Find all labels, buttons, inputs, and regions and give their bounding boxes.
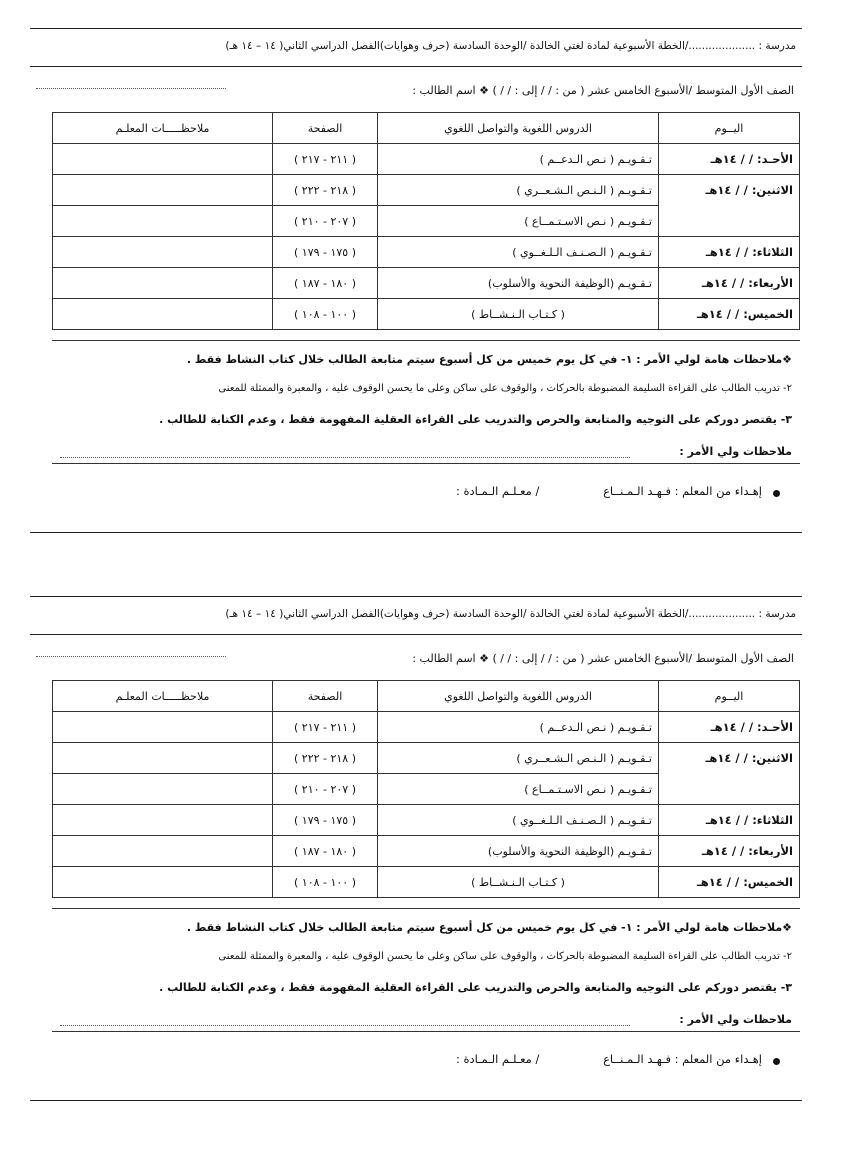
note-3: ٣- يقتصر دوركم على التوجيه والمتابعة والحرص والتدريب على القراءة العقلية المفهومة فقط ، وعدم الكتابة للطالب . bbox=[159, 981, 792, 994]
sheet-bottom-rule bbox=[30, 532, 802, 533]
lesson-cell: تـقـويـم ( الـصـنـف الـلـغــوي ) bbox=[378, 237, 659, 268]
page-cell: ( ١٠٠ - ١٠٨ ) bbox=[273, 299, 378, 330]
page-cell: ( ١٨٠ - ١٨٧ ) bbox=[273, 268, 378, 299]
table-row bbox=[53, 712, 800, 743]
page-cell: ( ٢١٨ - ٢٢٢ ) bbox=[273, 743, 378, 774]
teacher-note-cell[interactable] bbox=[53, 268, 273, 299]
day-cell: الأربعاء: / / ١٤هـ bbox=[659, 268, 800, 299]
lesson-cell: تـقـويـم (الوظيفة النحوية والأسلوب) bbox=[378, 268, 659, 299]
teacher-note-cell[interactable] bbox=[53, 144, 273, 175]
parent-notes-box bbox=[52, 908, 800, 1032]
teacher-note-cell[interactable] bbox=[53, 743, 273, 774]
subject-teacher: / معـلـم الـمـادة : bbox=[456, 484, 540, 498]
plan-sheet-1 bbox=[30, 28, 802, 538]
sheet-top-rule bbox=[30, 28, 802, 29]
note-1: ❖ملاحظات هامة لولي الأمر : ١- في كل يوم خميس من كل أسبوع سيتم متابعة الطالب خلال كتاب النشاط فقط . bbox=[186, 353, 792, 366]
bullet-icon bbox=[773, 1058, 780, 1065]
table-row bbox=[53, 743, 800, 774]
teacher-note-cell[interactable] bbox=[53, 712, 273, 743]
table-row bbox=[53, 805, 800, 836]
page-cell: ( ١٠٠ - ١٠٨ ) bbox=[273, 867, 378, 898]
teacher-note-cell[interactable] bbox=[53, 237, 273, 268]
lesson-cell: تـقـويـم ( نـص الـدعــم ) bbox=[378, 144, 659, 175]
table-row bbox=[53, 175, 800, 206]
parent-notes-box bbox=[52, 340, 800, 464]
page-cell: ( ٢١١ - ٢١٧ ) bbox=[273, 712, 378, 743]
teacher-note-cell[interactable] bbox=[53, 836, 273, 867]
page-cell: ( ١٧٥ - ١٧٩ ) bbox=[273, 237, 378, 268]
day-cell: الثلاثاء: / / ١٤هـ bbox=[659, 237, 800, 268]
day-cell: الأربعاء: / / ١٤هـ bbox=[659, 836, 800, 867]
sheet-header: مدرسة : ..................../الخطة الأسبوعية لمادة لغتي الخالدة /الوحدة السادسة (حرف وهوايات)الفصل الدراسي الثاني( ١٤ – ١٤ هـ) bbox=[225, 40, 796, 52]
class-week-line: الصف الأول المتوسط /الأسبوع الخامس عشر ( من : / / إلى : / / ) ❖ اسم الطالب : bbox=[412, 652, 794, 665]
day-cell: الخميس: / / ١٤هـ bbox=[659, 867, 800, 898]
col-page: الصفحة bbox=[273, 113, 378, 144]
col-teacher-notes: ملاحظـــــات المعلـم bbox=[53, 681, 273, 712]
class-week-line: الصف الأول المتوسط /الأسبوع الخامس عشر ( من : / / إلى : / / ) ❖ اسم الطالب : bbox=[412, 84, 794, 97]
lessons-table bbox=[52, 112, 800, 330]
parent-notes-field[interactable] bbox=[60, 457, 630, 458]
table-row bbox=[53, 836, 800, 867]
note-2: ٢- تدريب الطالب على القراءة السليمة المضبوطة بالحركات ، والوقوف على ساكن وعلى ما يحسن الوقوف عليه ، والمعبرة والممثلة للمعنى bbox=[218, 951, 792, 962]
sheet-bottom-rule bbox=[30, 1100, 802, 1101]
page-cell: ( ٢٠٧ - ٢١٠ ) bbox=[273, 774, 378, 805]
student-name-field[interactable] bbox=[36, 656, 226, 657]
table-row bbox=[53, 144, 800, 175]
col-lessons: الدروس اللغوية والتواصل اللغوي bbox=[378, 681, 659, 712]
header-rule bbox=[30, 634, 802, 635]
sheet-top-rule bbox=[30, 596, 802, 597]
page-cell: ( ٢١٨ - ٢٢٢ ) bbox=[273, 175, 378, 206]
lesson-cell: تـقـويـم ( نـص الـدعــم ) bbox=[378, 712, 659, 743]
parent-notes-label: ملاحظات ولي الأمر : bbox=[679, 1013, 792, 1026]
teacher-note-cell[interactable] bbox=[53, 867, 273, 898]
lesson-cell: تـقـويـم ( الـنـص الـشـعــري ) bbox=[378, 743, 659, 774]
day-cell: الاثنين: / / ١٤هـ bbox=[659, 175, 800, 237]
student-name-field[interactable] bbox=[36, 88, 226, 89]
lesson-cell: ( كـتـاب الـنـشــاط ) bbox=[378, 867, 659, 898]
parent-notes-field[interactable] bbox=[60, 1025, 630, 1026]
col-page: الصفحة bbox=[273, 681, 378, 712]
teacher-note-cell[interactable] bbox=[53, 299, 273, 330]
teacher-note-cell[interactable] bbox=[53, 774, 273, 805]
col-lessons: الدروس اللغوية والتواصل اللغوي bbox=[378, 113, 659, 144]
col-day: اليــوم bbox=[659, 681, 800, 712]
lesson-cell: تـقـويـم ( الـصـنـف الـلـغــوي ) bbox=[378, 805, 659, 836]
table-row bbox=[53, 867, 800, 898]
lesson-cell: تـقـويـم (الوظيفة النحوية والأسلوب) bbox=[378, 836, 659, 867]
col-teacher-notes: ملاحظـــــات المعلـم bbox=[53, 113, 273, 144]
col-day: اليــوم bbox=[659, 113, 800, 144]
sheet-header: مدرسة : ..................../الخطة الأسبوعية لمادة لغتي الخالدة /الوحدة السادسة (حرف وهوايات)الفصل الدراسي الثاني( ١٤ – ١٤ هـ) bbox=[225, 608, 796, 620]
page-cell: ( ٢٠٧ - ٢١٠ ) bbox=[273, 206, 378, 237]
teacher-note-cell[interactable] bbox=[53, 175, 273, 206]
day-cell: الخميس: / / ١٤هـ bbox=[659, 299, 800, 330]
header-rule bbox=[30, 66, 802, 67]
note-3: ٣- يقتصر دوركم على التوجيه والمتابعة والحرص والتدريب على القراءة العقلية المفهومة فقط ، وعدم الكتابة للطالب . bbox=[159, 413, 792, 426]
parent-notes-label: ملاحظات ولي الأمر : bbox=[679, 445, 792, 458]
dedication: إهـداء من المعلم : فـهـد الـمـنــاع bbox=[603, 484, 762, 498]
day-cell: الأحـد: / / ١٤هـ bbox=[659, 144, 800, 175]
note-2: ٢- تدريب الطالب على القراءة السليمة المضبوطة بالحركات ، والوقوف على ساكن وعلى ما يحسن الوقوف عليه ، والمعبرة والممثلة للمعنى bbox=[218, 383, 792, 394]
day-cell: الأحـد: / / ١٤هـ bbox=[659, 712, 800, 743]
dedication: إهـداء من المعلم : فـهـد الـمـنــاع bbox=[603, 1052, 762, 1066]
table-row bbox=[53, 237, 800, 268]
table-row bbox=[53, 268, 800, 299]
table-header-row bbox=[53, 681, 800, 712]
teacher-note-cell[interactable] bbox=[53, 805, 273, 836]
teacher-note-cell[interactable] bbox=[53, 206, 273, 237]
table-header-row bbox=[53, 113, 800, 144]
lesson-cell: تـقـويـم ( نـص الاسـتـمــاع ) bbox=[378, 206, 659, 237]
page-cell: ( ١٧٥ - ١٧٩ ) bbox=[273, 805, 378, 836]
table-row bbox=[53, 299, 800, 330]
lesson-cell: تـقـويـم ( نـص الاسـتـمــاع ) bbox=[378, 774, 659, 805]
lessons-table bbox=[52, 680, 800, 898]
page-cell: ( ١٨٠ - ١٨٧ ) bbox=[273, 836, 378, 867]
day-cell: الثلاثاء: / / ١٤هـ bbox=[659, 805, 800, 836]
plan-sheet-2 bbox=[30, 596, 802, 1106]
lesson-cell: ( كـتـاب الـنـشــاط ) bbox=[378, 299, 659, 330]
page-cell: ( ٢١١ - ٢١٧ ) bbox=[273, 144, 378, 175]
day-cell: الاثنين: / / ١٤هـ bbox=[659, 743, 800, 805]
bullet-icon bbox=[773, 490, 780, 497]
subject-teacher: / معـلـم الـمـادة : bbox=[456, 1052, 540, 1066]
note-1: ❖ملاحظات هامة لولي الأمر : ١- في كل يوم خميس من كل أسبوع سيتم متابعة الطالب خلال كتاب النشاط فقط . bbox=[186, 921, 792, 934]
lesson-cell: تـقـويـم ( الـنـص الـشـعــري ) bbox=[378, 175, 659, 206]
